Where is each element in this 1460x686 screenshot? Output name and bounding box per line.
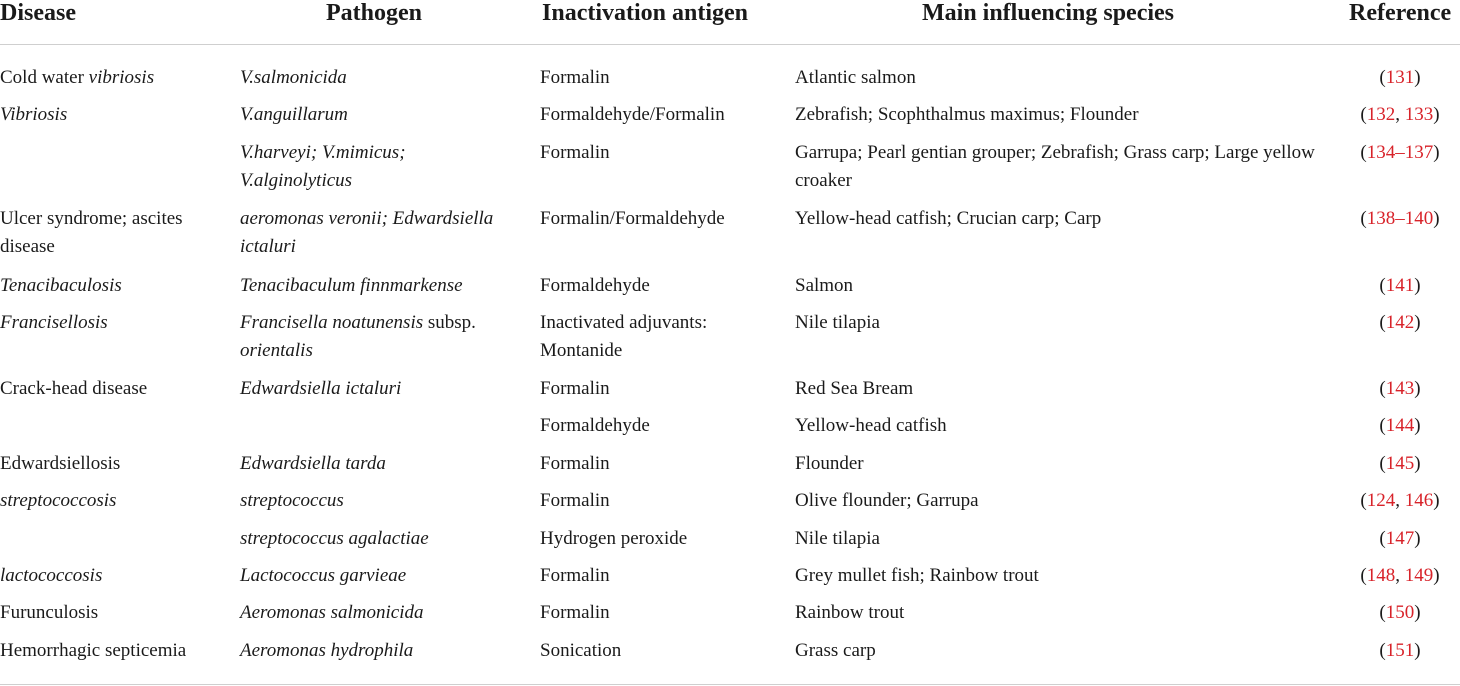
disease-italic-text: streptococcosis bbox=[0, 490, 117, 511]
ref-sep: , bbox=[1395, 565, 1405, 586]
disease-text: Hemorrhagic septicemia bbox=[0, 640, 187, 661]
species-cell: Grass carp bbox=[795, 640, 876, 661]
disease-cell bbox=[0, 450, 225, 478]
reference-link[interactable]: 149 bbox=[1404, 565, 1434, 586]
header-disease: Disease bbox=[0, 0, 76, 26]
reference-link[interactable]: 144 bbox=[1385, 415, 1415, 436]
reference-cell bbox=[1340, 309, 1460, 337]
reference-link[interactable]: 143 bbox=[1385, 378, 1415, 399]
reference-link[interactable]: 145 bbox=[1385, 453, 1415, 474]
reference-link[interactable]: 138–140 bbox=[1366, 208, 1434, 229]
species-cell: Atlantic salmon bbox=[795, 67, 916, 88]
ref-close: ) bbox=[1414, 312, 1421, 333]
ref-open: ( bbox=[1379, 275, 1386, 296]
reference-link[interactable]: 147 bbox=[1385, 528, 1415, 549]
reference-cell bbox=[1340, 599, 1460, 627]
antigen-cell: Formalin bbox=[540, 378, 610, 399]
disease-text: Furunculosis bbox=[0, 602, 99, 623]
disease-italic-text: Francisellosis bbox=[0, 312, 108, 333]
disease-cell bbox=[0, 599, 225, 627]
ref-open: ( bbox=[1379, 640, 1386, 661]
species-cell: Yellow-head catfish; Crucian carp; Carp bbox=[795, 208, 1102, 229]
reference-cell bbox=[1340, 637, 1460, 665]
ref-close: ) bbox=[1414, 453, 1421, 474]
pathogen-cell bbox=[240, 309, 530, 365]
reference-link[interactable]: 124 bbox=[1366, 490, 1396, 511]
ref-open: ( bbox=[1360, 490, 1367, 511]
reference-link[interactable]: 132 bbox=[1366, 104, 1396, 125]
species-cell: Flounder bbox=[795, 453, 864, 474]
pathogen-cell: streptococcus agalactiae bbox=[240, 528, 429, 549]
antigen-cell: Formalin bbox=[540, 490, 610, 511]
reference-link[interactable]: 150 bbox=[1385, 602, 1415, 623]
species-cell: Rainbow trout bbox=[795, 602, 905, 623]
pathogen-cell: Edwardsiella ictaluri bbox=[240, 378, 402, 399]
species-cell: Yellow-head catfish bbox=[795, 415, 947, 436]
disease-italic-text: lactococcosis bbox=[0, 565, 103, 586]
disease-cell bbox=[0, 205, 225, 261]
ref-open: ( bbox=[1379, 312, 1386, 333]
ref-open: ( bbox=[1379, 453, 1386, 474]
ref-close: ) bbox=[1414, 415, 1421, 436]
ref-open: ( bbox=[1360, 208, 1367, 229]
antigen-cell: Sonication bbox=[540, 640, 622, 661]
reference-link[interactable]: 142 bbox=[1385, 312, 1415, 333]
reference-cell bbox=[1340, 412, 1460, 440]
disease-italic-text: vibriosis bbox=[88, 67, 155, 88]
reference-link[interactable]: 134–137 bbox=[1366, 142, 1434, 163]
reference-cell bbox=[1340, 487, 1460, 515]
antigen-cell: Inactivated adjuvants: Montanide bbox=[540, 312, 708, 361]
disease-text: Cold water bbox=[0, 67, 89, 88]
disease-cell bbox=[0, 309, 225, 337]
species-cell: Nile tilapia bbox=[795, 312, 880, 333]
reference-cell bbox=[1340, 375, 1460, 403]
ref-close: ) bbox=[1414, 640, 1421, 661]
pathogen-cell: Aeromonas hydrophila bbox=[240, 640, 414, 661]
antigen-cell: Formaldehyde/Formalin bbox=[540, 104, 725, 125]
reference-link[interactable]: 146 bbox=[1404, 490, 1434, 511]
ref-open: ( bbox=[1379, 67, 1386, 88]
pathogen-italic-text: Francisella noatunensis bbox=[240, 312, 424, 333]
pathogen-cell: Lactococcus garvieae bbox=[240, 565, 407, 586]
disease-italic-text: Tenacibaculosis bbox=[0, 275, 122, 296]
reference-cell bbox=[1340, 450, 1460, 478]
disease-cell bbox=[0, 637, 225, 665]
ref-close: ) bbox=[1433, 565, 1440, 586]
disease-cell bbox=[0, 64, 225, 92]
reference-link[interactable]: 148 bbox=[1366, 565, 1396, 586]
species-cell: Nile tilapia bbox=[795, 528, 880, 549]
header-antigen: Inactivation antigen bbox=[542, 0, 749, 26]
ref-close: ) bbox=[1414, 67, 1421, 88]
disease-text: Ulcer syndrome; ascites disease bbox=[0, 208, 183, 257]
reference-link[interactable]: 133 bbox=[1404, 104, 1434, 125]
reference-link[interactable]: 151 bbox=[1385, 640, 1415, 661]
pathogen-cell: V.salmonicida bbox=[240, 67, 347, 88]
pathogen-cell: Aeromonas salmonicida bbox=[240, 602, 424, 623]
ref-close: ) bbox=[1433, 104, 1440, 125]
ref-close: ) bbox=[1414, 275, 1421, 296]
ref-close: ) bbox=[1433, 208, 1440, 229]
disease-text: Crack-head disease bbox=[0, 378, 148, 399]
pathogen-cell: V.harveyi; V.mimicus; V.alginolyticus bbox=[240, 142, 406, 191]
pathogen-text: subsp. bbox=[423, 312, 476, 333]
ref-open: ( bbox=[1379, 528, 1386, 549]
reference-link[interactable]: 131 bbox=[1385, 67, 1415, 88]
header-pathogen: Pathogen bbox=[326, 0, 422, 26]
reference-cell bbox=[1340, 205, 1460, 233]
reference-cell bbox=[1340, 562, 1460, 590]
ref-sep: , bbox=[1395, 104, 1405, 125]
reference-cell bbox=[1340, 64, 1460, 92]
disease-cell bbox=[0, 487, 225, 515]
species-cell: Salmon bbox=[795, 275, 854, 296]
pathogen-cell: V.anguillarum bbox=[240, 104, 348, 125]
table-bottom-rule bbox=[0, 684, 1460, 685]
disease-text: Edwardsiellosis bbox=[0, 453, 121, 474]
ref-open: ( bbox=[1360, 142, 1367, 163]
antigen-cell: Formalin bbox=[540, 453, 610, 474]
antigen-cell: Formaldehyde bbox=[540, 415, 650, 436]
antigen-cell: Formalin bbox=[540, 67, 610, 88]
disease-cell bbox=[0, 101, 225, 129]
reference-cell bbox=[1340, 272, 1460, 300]
species-cell: Grey mullet fish; Rainbow trout bbox=[795, 565, 1039, 586]
ref-close: ) bbox=[1414, 528, 1421, 549]
table-header bbox=[0, 0, 1460, 45]
header-reference: Reference bbox=[1349, 0, 1452, 26]
ref-close: ) bbox=[1433, 142, 1440, 163]
species-cell: Red Sea Bream bbox=[795, 378, 914, 399]
reference-link[interactable]: 141 bbox=[1385, 275, 1415, 296]
antigen-cell: Hydrogen peroxide bbox=[540, 528, 688, 549]
ref-sep: , bbox=[1395, 490, 1405, 511]
disease-cell bbox=[0, 272, 225, 300]
ref-close: ) bbox=[1433, 490, 1440, 511]
pathogen-cell: aeromonas veronii; Edwardsiella ictaluri bbox=[240, 208, 494, 257]
pathogen-cell: streptococcus bbox=[240, 490, 344, 511]
ref-open: ( bbox=[1379, 602, 1386, 623]
antigen-cell: Formalin bbox=[540, 602, 610, 623]
ref-open: ( bbox=[1379, 378, 1386, 399]
ref-open: ( bbox=[1360, 565, 1367, 586]
pathogen-cell: Tenacibaculum finnmarkense bbox=[240, 275, 463, 296]
reference-cell bbox=[1340, 101, 1460, 129]
ref-close: ) bbox=[1414, 378, 1421, 399]
pathogen-italic-text: orientalis bbox=[240, 340, 313, 361]
species-cell: Olive flounder; Garrupa bbox=[795, 490, 979, 511]
disease-italic-text: Vibriosis bbox=[0, 104, 68, 125]
ref-open: ( bbox=[1360, 104, 1367, 125]
species-cell: Garrupa; Pearl gentian grouper; Zebrafish; Grass carp; Large yellow croaker bbox=[795, 142, 1315, 191]
antigen-cell: Formaldehyde bbox=[540, 275, 650, 296]
disease-cell bbox=[0, 562, 225, 590]
species-cell: Zebrafish; Scophthalmus maximus; Flounder bbox=[795, 104, 1139, 125]
header-species: Main influencing species bbox=[922, 0, 1175, 26]
reference-cell bbox=[1340, 139, 1460, 167]
disease-cell bbox=[0, 375, 225, 403]
pathogen-cell: Edwardsiella tarda bbox=[240, 453, 386, 474]
antigen-cell: Formalin bbox=[540, 142, 610, 163]
ref-close: ) bbox=[1414, 602, 1421, 623]
antigen-cell: Formalin/Formaldehyde bbox=[540, 208, 725, 229]
ref-open: ( bbox=[1379, 415, 1386, 436]
antigen-cell: Formalin bbox=[540, 565, 610, 586]
reference-cell bbox=[1340, 525, 1460, 553]
